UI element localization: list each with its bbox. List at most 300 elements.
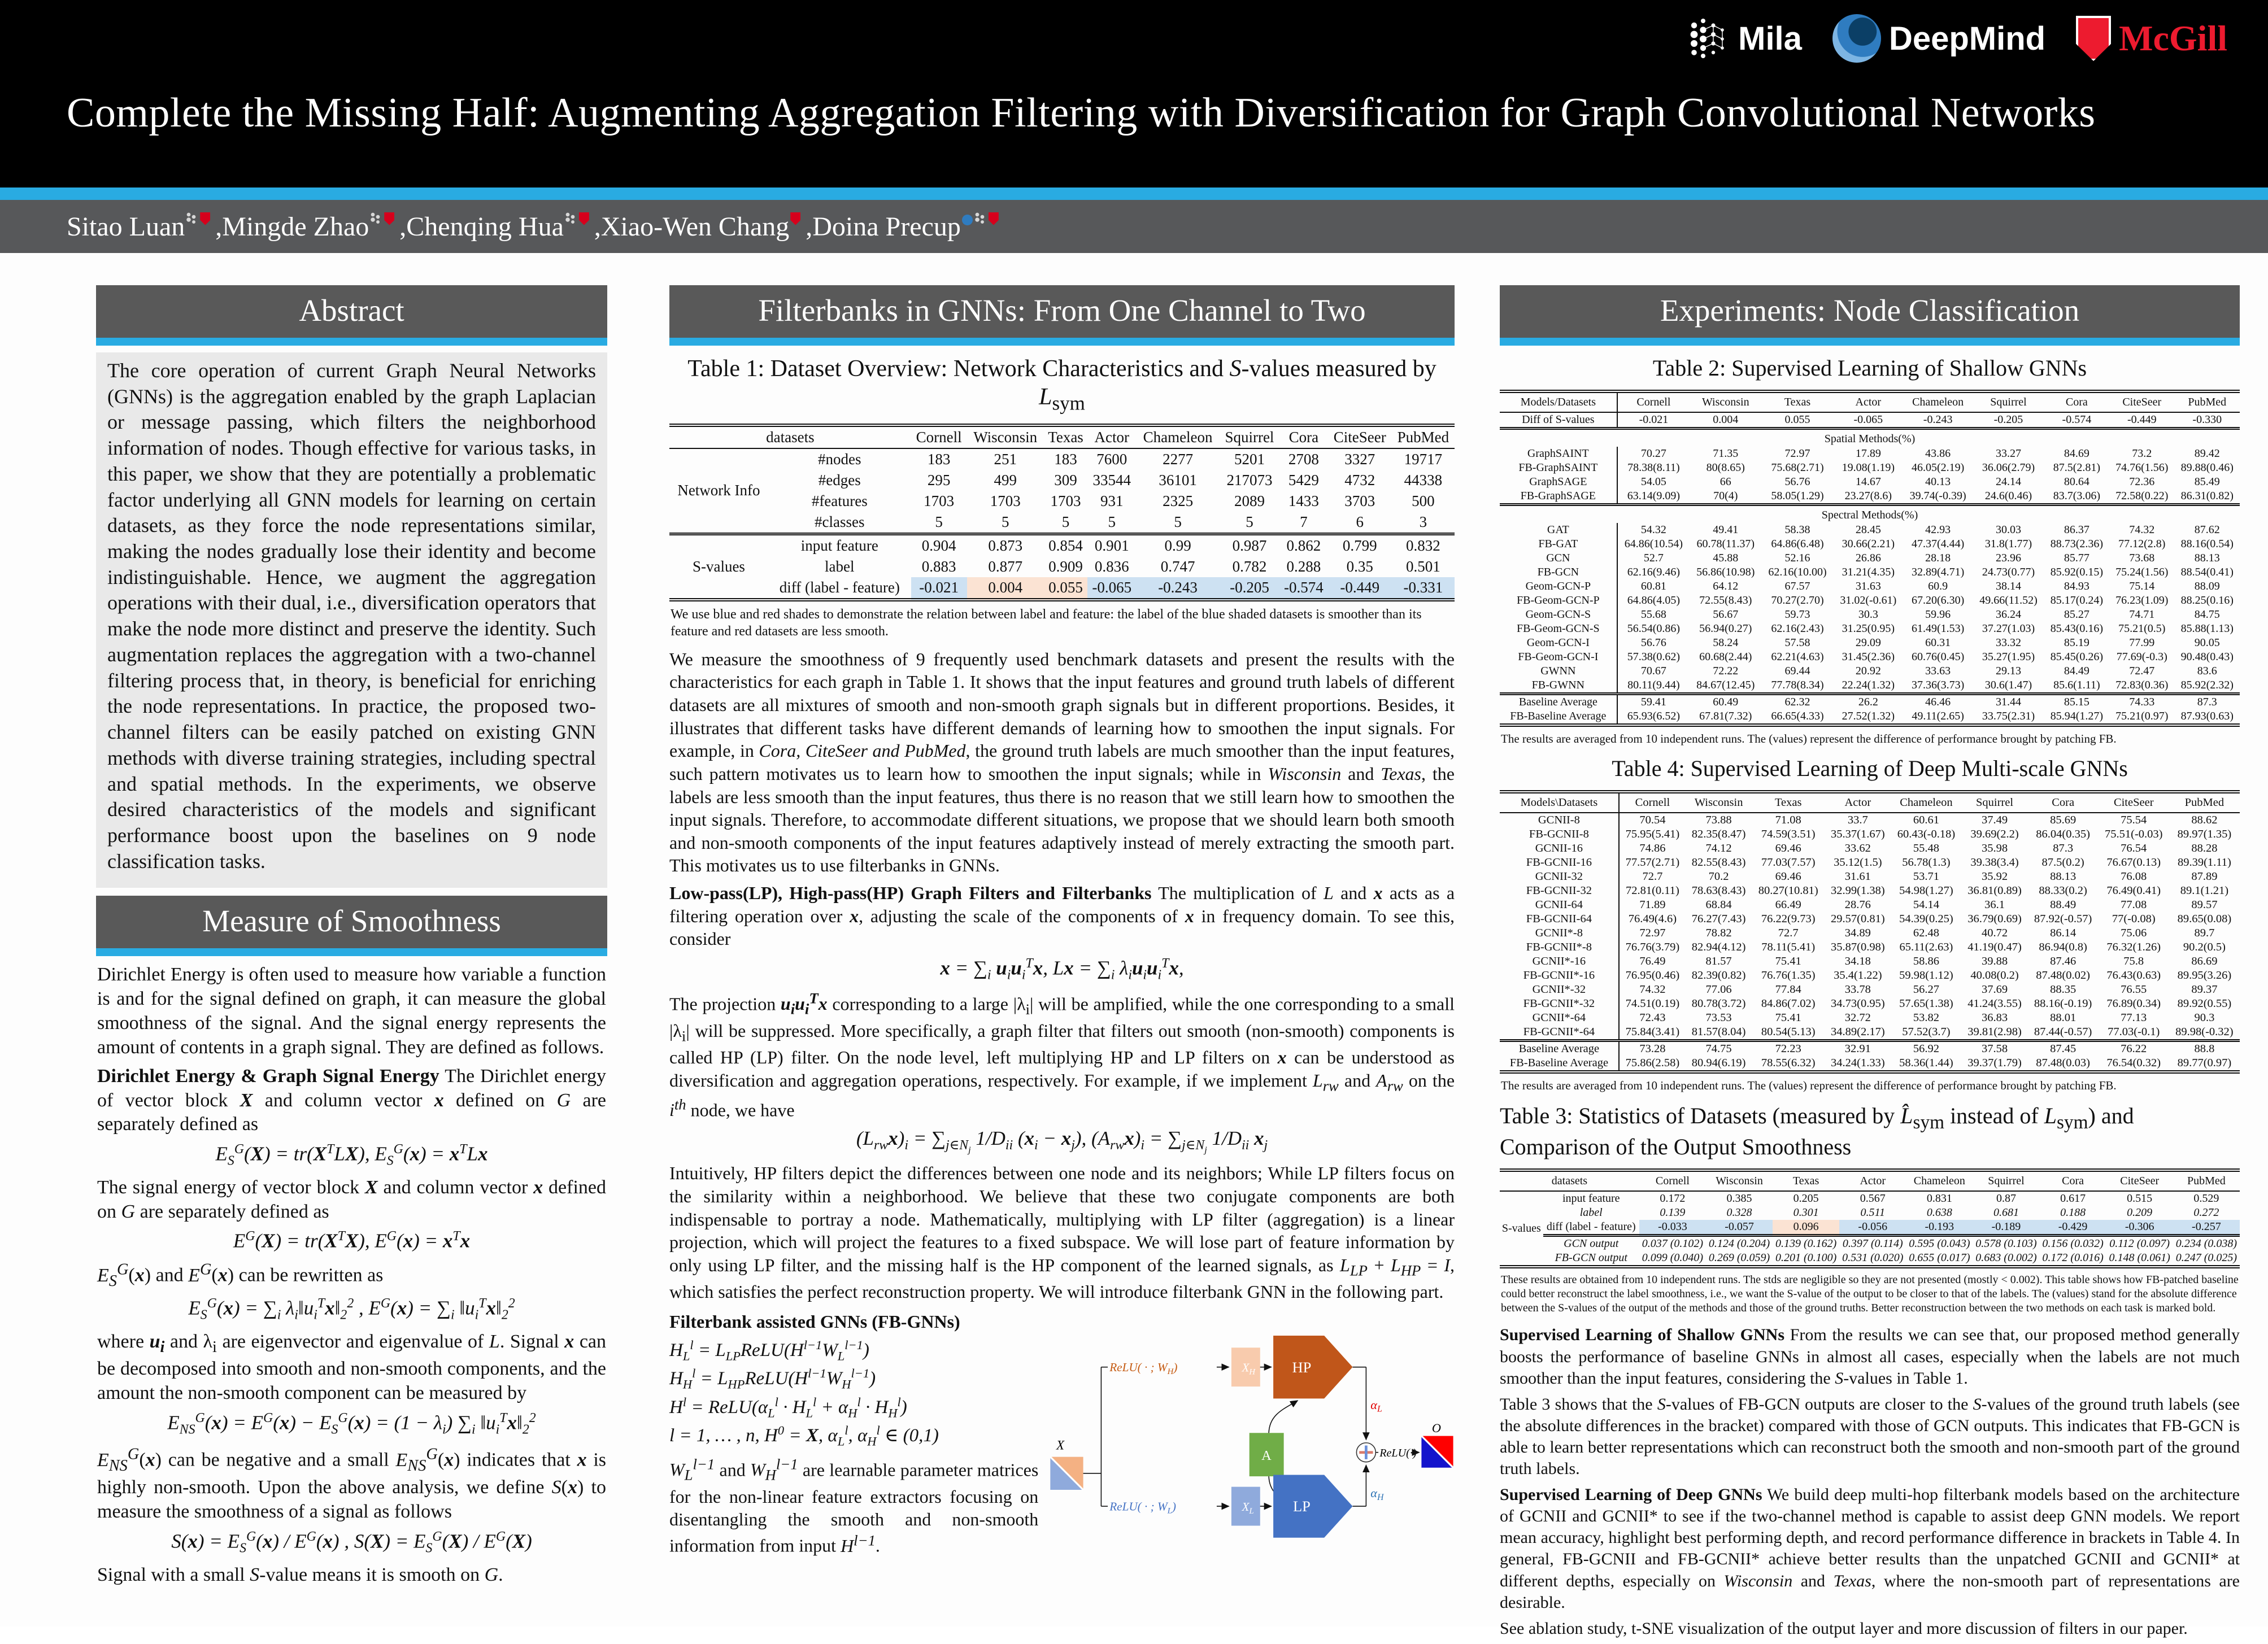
cell: 0.831 [1926,1192,1952,1205]
table-row [1500,1056,2240,1072]
cell: 2277 [1163,450,1194,468]
cell: 89.7 [2194,927,2215,940]
row-label: FB-GCNII-32 [1500,884,1619,898]
cell: 0.209 [2127,1206,2153,1219]
section-title: Abstract [299,293,404,328]
table-row [1500,870,2240,884]
hp-filter-block [1273,1336,1352,1398]
cell: 37.36(3.73) [1911,679,1965,691]
cell: 27.52(1.32) [1842,710,1895,722]
cell: 57.38(0.62) [1627,651,1681,663]
cell: 3703 [1344,492,1375,509]
table4-title: Table 4: Supervised Learning of Deep Multi-scale GNNs [1612,756,2128,782]
cell: 61.49(1.53) [1911,622,1965,635]
mila-affil-icon [186,212,198,225]
table-row [1500,461,2240,475]
table-row [669,556,1455,577]
cell: 0.201 (0.100) [1775,1251,1837,1264]
cell: 71.08 [1775,814,1801,827]
cell: 0.511 [1860,1206,1885,1219]
cell: 69.46 [1775,842,1801,855]
cell: 72.23 [1752,1041,1825,1057]
cell: 40.72 [1981,927,2008,940]
cell: 0.883 [921,557,956,575]
cell: 85.88(1.13) [2180,622,2234,635]
cell: 76.55 [2121,983,2147,996]
cell: 80(8.65) [1706,461,1745,474]
equation-dirichlet-energy: $E_S^G(X) = tr(X^TLX)$, $E_S^G(x) = x^TLx$ [215,1142,488,1168]
cell: 75.41 [1775,1011,1801,1024]
row-label: FB-GCNII-64 [1500,912,1619,926]
cell: 1703 [1050,492,1081,509]
cell: 2708 [1288,450,1319,468]
data-table: datasets Cornell Wisconsin Texas Actor Chameleon Squirrel Cora CiteSeer PubMed S-values input feature 0.172 0.385 0.205 0.567 0.831 0.87 0.617 0.515 0.529 label 0.139 0.328 0.301 0.511 0.638 0.681 0.188 0.209 0.272 diff (label - feature) -0.033 -0.057 0.096 -0.056 -0.193 -0.189 -0.429 -0.306 -0.257 GCN output 0.037 (0.102) 0.124 (0.204) 0.139 (0.162) 0.397 (0.114) 0.595 (0.043) 0.578 (0.103) 0.156 (0.032) 0.112 (0.097) 0.234 (0.038) FB-GCN output 0.099 (0.040) 0.269 (0.059) 0.201 (0.100) 0.531 (0.020) 0.655 (0.017) 0.683 (0.002) 0.172 (0.016) 0.148 (0.061) 0.247 (0.025) [1500,1168,2240,1268]
cell: 30.03 [1995,524,2021,536]
mila-affil-icon [370,212,382,225]
table-row [1500,1041,2240,1057]
cell: 87.5(2.81) [2053,461,2101,474]
row-label: FB-Geom-GCN-P [1500,594,1617,608]
cell: 88.25(0.16) [2180,594,2234,607]
cell: 90.3 [2194,1011,2215,1024]
table-row [1500,827,2240,841]
row-group-label: S-values [669,534,768,600]
cell: 53.82 [1913,1011,1939,1024]
cell: 47.37(4.44) [1911,538,1965,550]
cell: 76.49(0.41) [2106,884,2161,897]
cell: 58.38 [1784,524,1810,536]
cell: 0.397 (0.114) [1839,1236,1906,1251]
cell: 36.81(0.89) [1967,884,2022,897]
cell: 35.27(1.95) [1982,651,2035,663]
cell: 37.69 [1981,983,2008,996]
table-row [1500,565,2240,579]
table2-note: The results are averaged from 10 independent runs. The (values) represent the difference of performance brought by patching FB. [1501,732,2117,745]
row-label: FB-Baseline Average [1500,709,1617,725]
row-label: GCNII*-16 [1500,954,1619,969]
table-row [669,470,1455,491]
cell: 75.21(0.97) [2115,710,2169,722]
table-row [1500,813,2240,827]
lp-label: LP [1293,1497,1311,1515]
cell: -0.330 [2192,413,2222,426]
paragraph: Signal with a small S-value means it is smooth on G. [97,1564,503,1585]
row-label: FB-Geom-GCN-S [1500,622,1617,636]
data-table: Models\Datasets Cornell Wisconsin Texas Actor Chameleon Squirrel Cora CiteSeer PubMed GCNII-8 70.54 73.88 71.08 33.7 60.61 37.49 85.69 75.54 88.62 FB-GCNII-8 75.95(5.41) 82.35(8.47) 74.59(3.51) 35.37(1.67) 60.43(-0.18) 39.69(2.2) 86.04(0.35) 75.51(-0.03) 89.97(1.35) GCNII-16 74.86 74.12 69.46 33.62 55.48 35.98 87.3 76.54 88.28 FB-GCNII-16 77.57(2.71) 82.55(8.43) 77.03(7.57) 35.12(1.5) 56.78(1.3) 39.38(3.4) 87.5(0.2) 76.67(0.13) 89.39(1.11) GCNII-32 72.7 70.2 69.46 31.61 53.71 35.92 88.13 76.08 87.89 FB-GCNII-32 72.81(0.11) 78.63(8.43) 80.27(10.81) 32.99(1.38) 54.98(1.27) 36.81(0.89) 88.33(0.2) 76.49(0.41) 89.1(1.21) GCNII-64 71.89 68.84 66.49 28.76 54.14 36.1 88.49 77.08 89.57 FB-GCNII-64 76.49(4.6) 76.27(7.43) 76.22(9.73) 29.57(0.81) 54.39(0.25) 36.79(0.69) 87.92(-0.57) 77(-0.08) 89.65(0.08) GCNII*-8 72.97 78.82 72.7 34.89 62.48 40.72 86.14 75.06 89.7 FB-GCNII*-8 76.76(3.79) 82.94(4.12) 78.11(5.41) 35.87(0.98) 65.11(2.63) 41.19(0.47) 86.94(0.8) 76.32(1.26) 90.2(0.5) GCNII*-16 76.49 81.57 75.41 34.18 58.86 39.88 87.46 75.8 86.69 FB-GCNII*-16 76.95(0.46) 82.39(0.82) 76.76(1.35) 35.4(1.22) 59.98(1.12) 40.08(0.2) 87.48(0.02) 76.43(0.63) 89.95(3.26) GCNII*-32 74.32 77.06 77.84 33.78 56.27 37.69 88.35 76.55 89.37 FB-GCNII*-32 74.51(0.19) 80.78(3.72) 84.86(7.02) 34.73(0.95) 57.65(1.38) 41.24(3.55) 88.16(-0.19) 76.89(0.34) 89.92(0.55) GCNII*-64 72.43 73.53 75.41 32.72 53.82 36.83 88.01 77.13 90.3 FB-GCNII*-64 75.84(3.41) 81.57(8.04) 80.54(5.13) 34.89(2.17) 57.52(3.7) 39.81(2.98) 87.44(-0.57) 77.03(-0.1) 89.98(-0.32) Baseline Average 73.28 74.75 72.23 32.91 56.92 37.58 87.45 76.22 88.8 FB-Baseline Average 75.86(2.58) 80.94(6.19) 78.55(6.32) 34.24(1.33) 58.36(1.44) 39.37(1.79) 87.48(0.03) 76.54(0.32) 89.77(0.97) [1500,790,2240,1074]
mila-affil-icon [565,212,577,225]
table-row [1500,1025,2240,1041]
row-label: FB-GCN output [1555,1251,1627,1264]
paragraph: where $u_i$ and $\lambda_i$ are eigenvector and eigenvalue of L. Signal x can be decomposed into smooth and non-smooth components, and the amount the non-smooth component can be measured by [97,1331,606,1403]
cell: 75.95(5.41) [1625,828,1680,841]
cell: 81.57 [1705,955,1732,968]
author-separator: , [399,211,407,242]
cell: 84.93 [2064,580,2089,592]
cell: 28.45 [1855,524,1881,536]
table4-note: The results are averaged from 10 independent runs. The (values) represent the difference of performance brought by patching FB. [1501,1079,2117,1093]
cell: 83.6 [2197,665,2217,677]
cell: 76.32(1.26) [2106,941,2161,954]
paragraph: $E_S^G(x)$ and $E^G(x)$ can be rewritten as [97,1261,384,1290]
cell: 0.87 [1996,1192,2016,1205]
cell: 0.683 (0.002) [1975,1251,2037,1264]
cell: 41.24(3.55) [1967,997,2022,1010]
data-table: Models/Datasets Cornell Wisconsin Texas Actor Chameleon Squirrel Cora CiteSeer PubMed Diff of S-values -0.021 0.004 0.055 -0.065 -0.243 -0.205 -0.574 -0.449 -0.330 Spatial Methods(%) GraphSAINT 70.27 71.35 72.97 17.89 43.86 33.27 84.69 73.2 89.42 FB-GraphSAINT 78.38(8.11) 80(8.65) 75.68(2.71) 19.08(1.19) 46.05(2.19) 36.06(2.79) 87.5(2.81) 74.76(1.56) 89.88(0.46) GraphSAGE 54.05 66 56.76 14.67 40.13 24.14 80.64 72.36 85.49 FB-GraphSAGE 63.14(9.09) 70(4) 58.05(1.29) 23.27(8.6) 39.74(-0.39) 24.6(0.46) 83.7(3.06) 72.58(0.22) 86.31(0.82) Spectral Methods(%) GAT 54.32 49.41 58.38 28.45 42.93 30.03 86.37 74.32 87.62 FB-GAT 64.86(10.54) 60.78(11.37) 64.86(6.48) 30.66(2.21) 47.37(4.44) 31.8(1.77) 88.73(2.36) 77.12(2.8) 88.16(0.54) GCN 52.7 45.88 52.16 26.86 28.18 23.96 85.77 73.68 88.13 FB-GCN 62.16(9.46) 56.86(10.98) 62.16(10.00) 31.21(4.35) 32.89(4.71) 24.73(0.77) 85.92(0.15) 75.24(1.56) 88.54(0.41) Geom-GCN-P 60.81 64.12 67.57 31.63 60.9 38.14 84.93 75.14 88.09 FB-Geom-GCN-P 64.86(4.05) 72.55(8.43) 70.27(2.70) 31.02(-0.61) 67.20(6.30) 49.66(11.52) 85.17(0.24) 76.23(1.09) 88.25(0.16) Geom-GCN-S 55.68 56.67 59.73 30.3 59.96 36.24 85.27 74.71 84.75 FB-Geom-GCN-S 56.54(0.86) 56.94(0.27) 62.16(2.43) 31.25(0.95) 61.49(1.53) 37.27(1.03) 85.43(0.16) 75.21(0.5) 85.88(1.13) Geom-GCN-I 56.76 58.24 57.58 29.09 60.31 33.32 85.19 77.99 90.05 FB-Geom-GCN-I 57.38(0.62) 60.68(2.44) 62.21(4.63) 31.45(2.36) 60.76(0.45) 35.27(1.95) 85.45(0.26) 77.69(-0.3) 90.48(0.43) GWNN 70.67 72.22 69.44 20.92 33.63 29.13 84.49 72.47 83.6 FB-GWNN 80.11(9.44) 84.67(12.45) 77.78(8.34) 22.24(1.32) 37.36(3.73) 30.6(1.47) 85.6(1.11) 72.83(0.36) 85.92(2.32) Baseline Average 59.41 60.49 62.32 26.2 46.46 31.44 85.15 74.33 87.3 FB-Baseline Average 65.93(6.52) 67.81(7.32) 66.65(4.33) 27.52(1.32) 49.11(2.65) 33.75(2.31) 85.94(1.27) 75.21(0.97) 87.93(0.63) [1500,390,2240,727]
cell: 88.01 [2050,1011,2077,1024]
cell: 6 [1356,513,1364,530]
row-label: FB-GraphSAGE [1500,489,1617,505]
author-bar [0,200,2268,253]
cell: 32.89(4.71) [1911,566,1965,578]
cell: 0.799 [1328,534,1392,556]
cell: 77(-0.08) [2112,913,2156,926]
row-label: GCNII*-8 [1500,926,1619,940]
mcgill-affil-icon [384,212,394,225]
cell: 88.33(0.2) [2039,884,2087,897]
cell: 72.22 [1713,665,1739,677]
cell: 77.13 [2121,1011,2147,1024]
cell: 35.12(1.5) [1834,856,1882,869]
cell: 86.14 [2050,927,2077,940]
cell: -0.065 [1087,577,1136,600]
cell: 85.94(1.27) [2050,710,2104,722]
cell: 0.288 [1286,557,1321,575]
table-row [1500,523,2240,537]
cell: 87.3 [2053,842,2074,855]
hp-label: HP [1292,1358,1312,1376]
row-label: GCNII*-64 [1500,1011,1619,1025]
cell: -0.189 [1973,1220,2039,1236]
equation-fb1: $H_L^l$ = $L_{LP}ReLU(H^{l-1}W_L^{l-1})$ [669,1338,869,1363]
cell: 0.156 (0.032) [2040,1236,2106,1251]
cell: 0.172 (0.016) [2042,1251,2104,1264]
cell: 70.27 [1640,447,1666,460]
cell: 89.42 [2194,447,2220,460]
cell: 87.48(0.03) [2036,1057,2090,1070]
cell: 32.91 [1825,1041,1891,1057]
table-row [1500,475,2240,489]
cell: -0.056 [1839,1220,1906,1236]
table-section-row: Spatial Methods(%) [1500,429,2240,447]
cell: 88.54(0.41) [2180,566,2234,578]
deepmind-swirl-icon [1832,14,1881,63]
cell: 77.03(-0.1) [2108,1026,2160,1039]
cell: 88.73(2.36) [2050,538,2104,550]
cell: 33.62 [1844,842,1871,855]
cell: 73.2 [2132,447,2152,460]
cell: 75.51(-0.03) [2105,828,2163,841]
cell: 3327 [1344,450,1375,468]
cell: 39.74(-0.39) [1909,490,1966,502]
author-separator: , [215,211,223,242]
cell: 58.36(1.44) [1899,1057,1953,1070]
cell: 36.24 [1995,608,2021,621]
cell: 5 [1108,513,1116,530]
table-row [1500,447,2240,461]
table1-note: We use blue and red shades to demonstrate the relation between label and feature: the label of the blue shaded datasets is smoother than its feature and red datasets are less smooth. [671,607,1422,639]
cell: 49.66(11.52) [1979,594,2038,607]
cell: 0.836 [1094,557,1129,575]
cell: 52.7 [1643,552,1664,564]
cell: 0.148 (0.061) [2109,1251,2170,1264]
author-separator: , [594,211,601,242]
cell: 46.05(2.19) [1911,461,1965,474]
cell: 85.6(1.11) [2053,679,2100,691]
cell: 58.86 [1913,955,1939,968]
cell: 88.35 [2050,983,2077,996]
cell: 64.86(4.05) [1627,594,1681,607]
cell: 75.14 [2129,580,2155,592]
table-row [1500,622,2240,636]
cell: 85.92(2.32) [2180,679,2234,691]
cell: 73.68 [2129,552,2155,564]
affiliation-icons [370,201,396,232]
alpha-l-label: $\alpha_L$ [1370,1397,1383,1414]
cell: -0.021 [911,577,967,600]
cell: -0.243 [1136,577,1220,600]
cell: 26.86 [1855,552,1881,564]
cell: 56.86(10.98) [1696,566,1755,578]
cell: 33.27 [1995,447,2021,460]
cell: 46.46 [1903,694,1973,710]
cell: 60.81 [1640,580,1666,592]
cell: 0.139 [1660,1206,1686,1219]
cell: 31.02(-0.61) [1840,594,1897,607]
row-label: GCNII-16 [1500,841,1619,856]
mcgill-logo-text: McGill [2119,18,2227,58]
cell: 36.1 [1984,899,2005,912]
cell: 74.32 [1639,983,1666,996]
column-abstract [96,285,607,1591]
row-label: GraphSAGE [1500,475,1617,489]
cell: -0.057 [1706,1220,1773,1236]
cell: 56.76 [1640,636,1666,649]
cell: 86.94(0.8) [2039,941,2087,954]
table-row [1500,412,2240,429]
cell: 86.04(0.35) [2036,828,2090,841]
cell: 30.6(1.47) [1984,679,2032,691]
cell: 0.99 [1136,534,1220,556]
cell: 499 [994,471,1017,489]
cell: 60.49 [1690,694,1761,710]
cell: 63.14(9.09) [1627,490,1681,502]
cell: 0.655 (0.017) [1909,1251,1970,1264]
table-section-row: Spectral Methods(%) [1500,505,2240,524]
cell: 90.2(0.5) [2183,941,2226,954]
cell: 0.172 [1660,1192,1686,1205]
cell: 76.54(0.32) [2106,1057,2161,1070]
cell: 88.13 [2194,552,2220,564]
cell: 54.98(1.27) [1899,884,1953,897]
mcgill-logo [2076,16,2227,61]
mcgill-affil-icon [200,212,210,225]
cell: 89.98(-0.32) [2175,1026,2234,1039]
cell: 59.41 [1617,694,1690,710]
row-label: GraphSAINT [1500,447,1617,461]
cell: 45.88 [1713,552,1739,564]
table-row [669,577,1455,600]
cell: -0.306 [2106,1220,2173,1236]
author: Mingde Zhao [222,211,369,242]
cell: 87.48(0.02) [2036,969,2090,982]
cell: 62.32 [1761,694,1833,710]
cell: 85.69 [2050,814,2077,827]
cell: 0.055 [1044,577,1088,600]
cell: 14.67 [1855,476,1881,488]
section-title: Filterbanks in GNNs: From One Channel to Two [758,293,1366,328]
cell: 56.67 [1713,608,1739,621]
cell: 68.84 [1705,899,1732,912]
cell: 85.43(0.16) [2050,622,2104,635]
cell: 89.88(0.46) [2180,461,2234,474]
cell: 30.3 [1858,608,1878,621]
cell: 65.93(6.52) [1627,710,1681,722]
cell: 30.66(2.21) [1842,538,1895,550]
cell: 74.86 [1639,842,1666,855]
table2-title: Table 2: Supervised Learning of Shallow GNNs [1652,355,2087,381]
cell: 0.004 [1713,413,1739,426]
cell: 37.49 [1981,814,2008,827]
cell: 39.38(3.4) [1970,856,2019,869]
cell: 77.08 [2121,899,2147,912]
row-label: GCN [1500,551,1617,565]
cell: 56.54(0.86) [1627,622,1681,635]
cell: 76.89(0.34) [2106,997,2161,1010]
affiliation-icons [962,201,1000,232]
cell: 2089 [1234,492,1265,509]
cell: 0.004 [967,577,1044,600]
cell: 0.904 [911,534,967,556]
cell: 54.39(0.25) [1899,913,1953,926]
cell: 0.272 [2193,1206,2219,1219]
cell: 500 [1412,492,1435,509]
table-row [1500,884,2240,898]
cell: 72.81(0.11) [1625,884,1679,897]
cell: 85.15 [2044,694,2109,710]
cell: 0.099 (0.040) [1642,1251,1704,1264]
cell: 81.57(8.04) [1691,1026,1746,1039]
cell: 73.53 [1705,1011,1732,1024]
table-row [669,448,1455,470]
row-label: input feature [768,534,911,556]
cell: 24.73(0.77) [1982,566,2035,578]
run-in-heading: Low-pass(LP), High-pass(HP) Graph Filters and Filterbanks [669,883,1152,904]
row-label: FB-GCNII-8 [1500,827,1619,841]
cell: 88.16(0.54) [2180,538,2234,550]
cell: 35.87(0.98) [1831,941,1885,954]
cell: 76.54 [2121,842,2147,855]
cell: 0.873 [967,534,1044,556]
lp-filter-block [1273,1475,1352,1537]
cell: 0.987 [1220,534,1279,556]
cell: 87.5(0.2) [2041,856,2084,869]
cell: 84.86(7.02) [1761,997,1816,1010]
cell: 31.45(2.36) [1842,651,1895,663]
cell: 5 [935,513,943,530]
cell: 74.32 [2129,524,2155,536]
filterbanks-body [669,648,1455,1562]
row-label: FB-GAT [1500,537,1617,551]
section-header-smoothness [96,896,607,948]
cell: 23.96 [1995,552,2021,564]
cell: 0.529 [2193,1192,2219,1205]
cell: 87.89 [2191,870,2218,883]
cell: 60.9 [1928,580,1948,592]
cell: 7 [1300,513,1308,530]
cell: 85.45(0.26) [2050,651,2104,663]
cell: 43.86 [1925,447,1951,460]
cell: 89.77(0.97) [2177,1057,2232,1070]
cell: 0.124 (0.204) [1706,1236,1773,1251]
cell: 80.78(3.72) [1691,997,1746,1010]
row-label: GCNII-32 [1500,870,1619,884]
cell: 86.37 [2064,524,2089,536]
section-title: Experiments: Node Classification [1660,293,2080,328]
xl-label: $X_L$ [1242,1499,1254,1516]
cell: 31.44 [1973,694,2044,710]
row-label: FB-GCNII*-8 [1500,940,1619,954]
cell: -0.449 [2127,413,2157,426]
cell: 31.8(1.77) [1984,538,2032,550]
row-label: Geom-GCN-P [1500,579,1617,594]
cell: 251 [994,450,1017,468]
author: Xiao-Wen Chang [600,211,790,242]
cell: 72.58(0.22) [2115,490,2169,502]
cyan-underline [669,338,1455,346]
cell: -0.021 [1639,413,1669,426]
paragraph: Intuitively, HP filters depict the differences between one node and its neighbors; While LP filters focus on the similarity within a neighborhood. We believe that these two conjugate components are both indispensable to portray a node. Mathematically, multiplying with LP filter (aggregation) is a linear projection, which will project the features to a fixed subspace. We will lose part of feature information by only using LP filter, and the missing half is the HP component of the learned signals, as $L_{LP} + L_{HP} = I$, which satisfies the perfect reconstruction property. We will introduce filterbank GNN in the following part. [669,1163,1455,1302]
cell: 70(4) [1713,490,1738,502]
cell: 0.515 [2127,1192,2153,1205]
cell: 80.54(5.13) [1761,1026,1816,1039]
cell: 65.11(2.63) [1899,941,1953,954]
table-row [669,512,1455,534]
data-table: datasets Cornell Wisconsin Texas Actor Chameleon Squirrel Cora CiteSeer PubMed Network Info #nodes 183 251 183 7600 2277 5201 2708 3327 19717 #edges 295 499 309 33544 36101 217073 5429 4732 44338 #features 1703 1703 1703 931 2325 2089 1433 3703 500 #classes 5 5 5 5 5 5 7 6 3 S-values input feature 0.904 0.873 0.854 0.901 0.99 0.987 0.862 0.799 0.832 label 0.883 0.877 0.909 0.836 0.747 0.782 0.288 0.35 0.501 diff (label - feature) -0.021 0.004 0.055 -0.065 -0.243 -0.205 -0.574 -0.449 -0.331 [669,424,1455,601]
mila-affil-icon [974,212,987,225]
cell: 64.12 [1713,580,1739,592]
cell: 34.73(0.95) [1831,997,1885,1010]
cell: 72.43 [1639,1011,1666,1024]
cell: 39.88 [1981,955,2008,968]
cell: 87.93(0.63) [2180,710,2234,722]
cell: 60.68(2.44) [1699,651,1752,663]
cell: 75.68(2.71) [1771,461,1824,474]
table-row [1500,940,2240,954]
cell: 53.71 [1913,870,1939,883]
table-row [1500,926,2240,940]
cell: 72.55(8.43) [1699,594,1752,607]
run-in-heading: Dirichlet Energy & Graph Signal Energy [97,1065,439,1087]
cell: 26.2 [1834,694,1903,710]
paragraph: $W_L^{l-1}$ and $W_H^{l-1}$ are learnable parameter matrices for the non-linear feature extractors focusing on disentangling the smooth and non-smooth information from input $H^{l-1}$. [669,1455,1039,1556]
cell: 75.06 [2121,927,2147,940]
cell: 0.832 [1392,534,1455,556]
cell: 32.99(1.38) [1831,884,1885,897]
cell: 28.76 [1844,899,1871,912]
equation-rewritten: $E_S^G(x) = \sum_i$ $\lambda_i‖u_i^Tx‖_2^2$ , $E^G(x) = \sum_i$ $‖u_i^Tx‖_2^2$ [188,1296,515,1323]
cell: 0.269 (0.059) [1708,1251,1770,1264]
cell: 80.27(10.81) [1758,884,1818,897]
abstract-text: The core operation of current Graph Neural Networks (GNNs) is the aggregation enabled by the graph Laplacian or message passing, which filters the neighborhood information of nodes. Though effective for various tasks, in this paper, we show that they are potentially a problematic factor underlying all GNN models for learning on certain datasets, as they force the node representations similar, making the nodes gradually lose their identity and become indistinguishable. Hence, we augment the aggregation operations with their dual, i.e., diversification operators that make the node more distinct and preserve the identity. Such augmentation replaces the aggregation with a two-channel filtering process that, in theory, is beneficial for enriching the node representations. In practice, the proposed two-channel filters can be easily patched on existing GNN methods with diverse training strategies, including spectral and spatial methods. In the experiments, we observe desired characteristics of the models and significant performance boost upon the baselines on 9 node classification tasks. [107,359,596,873]
diagram-svg [1047,1310,1455,1541]
cell: 2325 [1163,492,1194,509]
cell: 70.2 [1708,870,1729,883]
cell: 5 [1246,513,1253,530]
cell: 76.08 [2121,870,2147,883]
relu-wl-label: ReLU( · ; $W_L$) [1109,1499,1177,1516]
cell: 67.81(7.32) [1699,710,1752,722]
cell: 72.97 [1784,447,1810,460]
